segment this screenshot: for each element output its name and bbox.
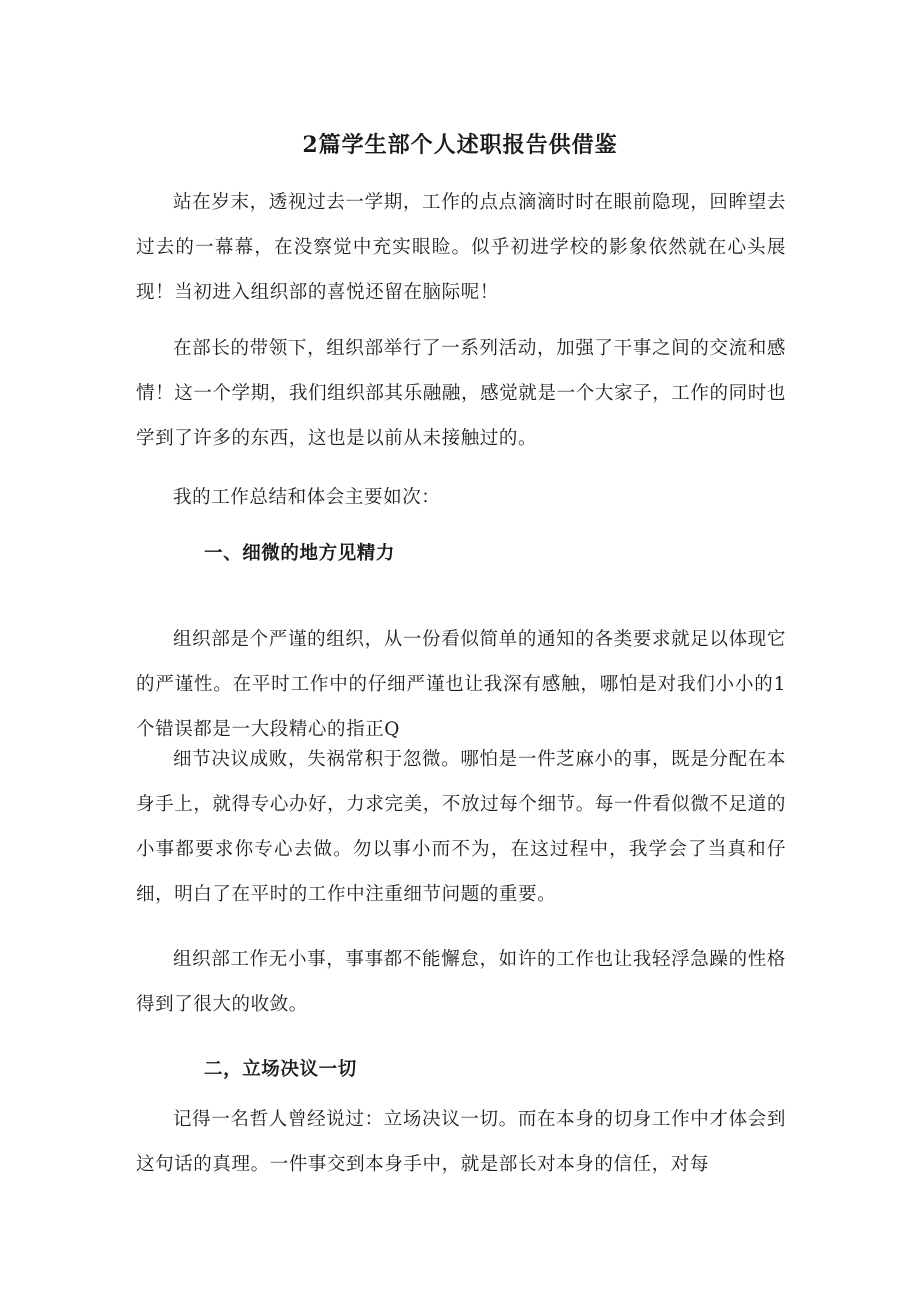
paragraph-intro: 站在岁末，透视过去一学期，工作的点点滴滴时时在眼前隐现，回眸望去过去的一幕幕，在没察觉中充实眼睑。似乎初进学校的影象依然就在心头展现！当初进入组织部的喜悦还留在脑际呢！ [136,192,786,303]
paragraph-details: 细节决议成败，失祸常积于忽微。哪怕是一件芝麻小的事，既是分配在本身手上，就得专心办好，力求完美，不放过每个细节。每一件看似微不足道的小事都要求你专心去做。勿以事小而不为，在这过程中，我学会了当真和仔细，明白了在平时的工作中注重细节问题的重要。 [136,749,786,905]
paragraph-summary-lead: 我的工作总结和体会主要如次： [173,487,441,508]
paragraph-no-small-matters: 组织部工作无小事，事事都不能懈怠，如许的工作也让我轻浮急躁的性格得到了很大的收敛。 [136,949,786,1015]
paragraph-rigor: 组织部是个严谨的组织，从一份看似简单的通知的各类要求就足以体现它的严谨性。在平时工作中的仔细严谨也让我深有感触，哪怕是对我们小小的1个错误都是一大段精心的指正Q [136,629,786,740]
section-heading-2: 二，立场决议一切 [204,1059,357,1080]
document-title: 2篇学生部个人述职报告供借鉴 [302,132,618,158]
paragraph-attitude: 记得一名哲人曾经说过：立场决议一切。而在本身的切身工作中才体会到这句话的真理。一件事交到本身手中，就是部长对本身的信任，对每 [136,1109,786,1175]
section-heading-1: 一、细微的地方见精力 [204,543,396,564]
paragraph-leadership: 在部长的带领下，组织部举行了一系列活动，加强了干事之间的交流和感情！这一个学期，我们组织部其乐融融，感觉就是一个大家子，工作的同时也学到了许多的东西，这也是以前从未接触过的。 [136,338,786,449]
